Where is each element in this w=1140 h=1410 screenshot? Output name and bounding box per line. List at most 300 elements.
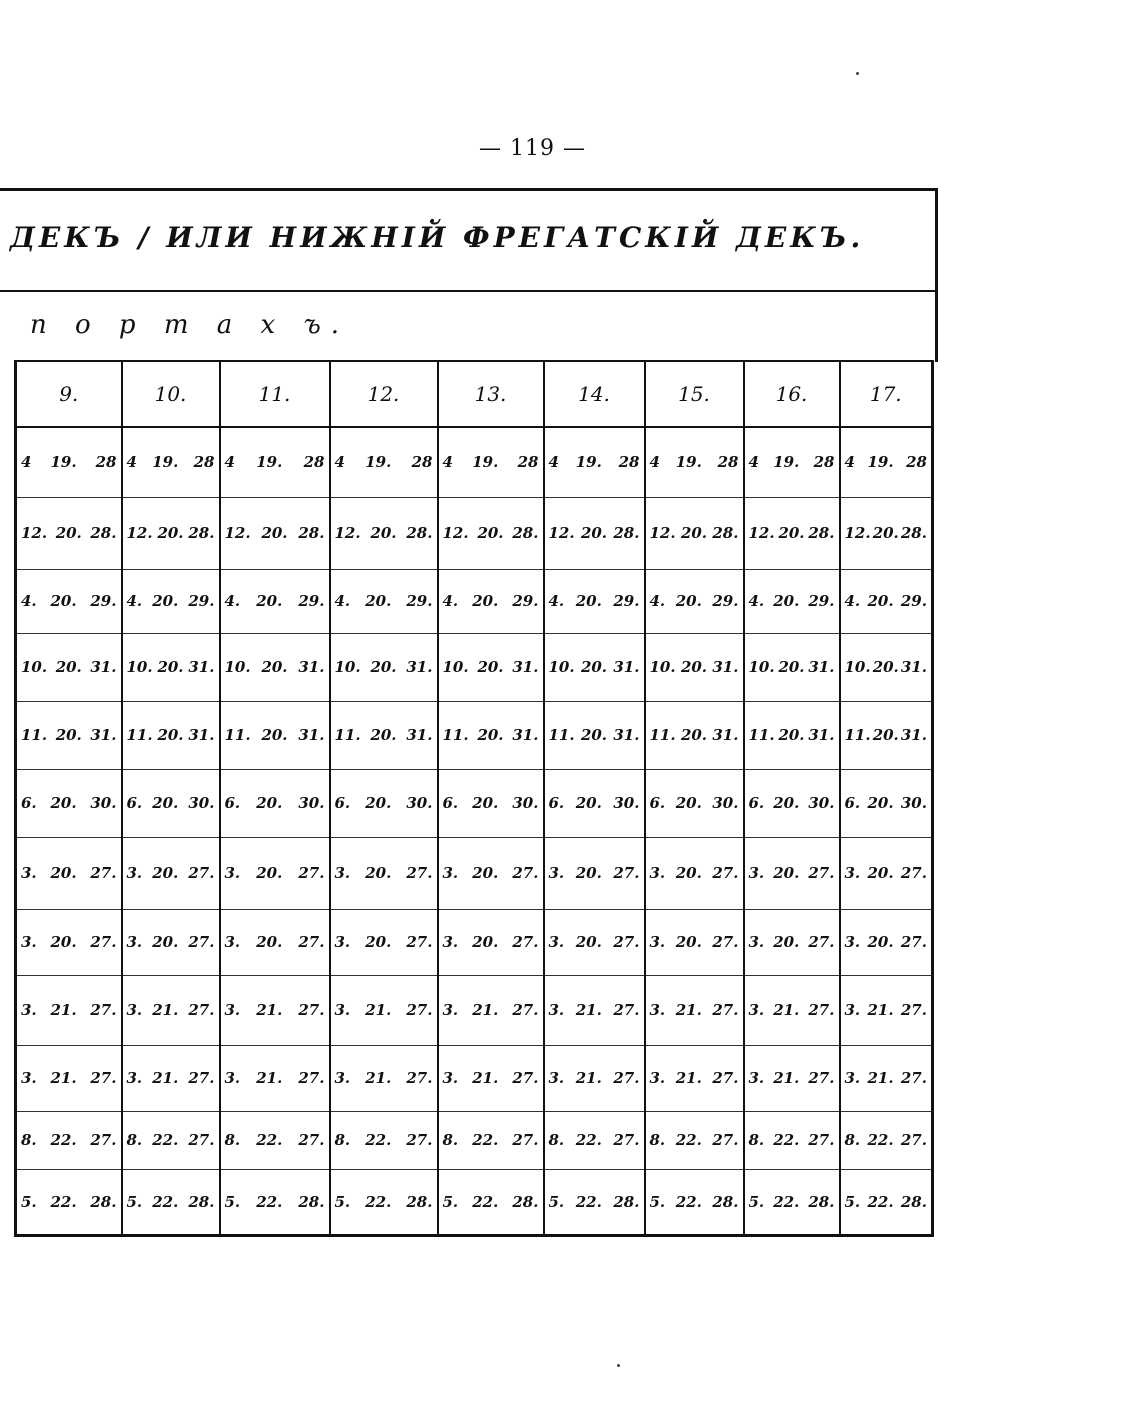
cell-value: 20. <box>675 933 702 951</box>
cell-value: 20. <box>575 592 602 610</box>
cell-value: 27. <box>613 1131 640 1149</box>
table-cell <box>330 837 438 909</box>
cell-value: 28. <box>512 524 539 542</box>
cell-value: 21. <box>773 1069 800 1087</box>
cell-value: 3. <box>224 1001 241 1019</box>
page-title: ДЕКЪ / ИЛИ НИЖНІЙ ФРЕГАТСКІЙ ДЕКЪ. <box>10 221 865 254</box>
table-cell <box>438 701 544 769</box>
table-cell <box>744 837 840 909</box>
table-cell <box>544 569 645 633</box>
cell-value: 20. <box>370 524 397 542</box>
table-cell <box>840 837 933 909</box>
cell-value: 30. <box>808 794 835 812</box>
table-cell <box>438 427 544 497</box>
table-cell <box>544 1111 645 1169</box>
table-cell <box>645 497 744 569</box>
cell-value: 10. <box>548 658 575 676</box>
cell-value: 6. <box>442 794 459 812</box>
table-cell <box>16 427 122 497</box>
cell-value: 28. <box>712 1192 739 1211</box>
table-cell <box>122 909 220 975</box>
cell-value: 28 <box>411 453 433 472</box>
cell-value: 6. <box>126 794 143 812</box>
cell-value: 22. <box>575 1131 602 1149</box>
cell-value: 20. <box>365 794 392 812</box>
cell-value: 27. <box>406 1069 433 1087</box>
cell-value: 21. <box>152 1069 179 1087</box>
cell-value: 4 <box>21 453 32 472</box>
table-cell <box>544 837 645 909</box>
table-cell <box>438 1111 544 1169</box>
cell-value: 20. <box>773 592 800 610</box>
column-header: 9. <box>16 361 122 427</box>
cell-value: 20. <box>256 592 283 610</box>
cell-value: 28. <box>188 1192 215 1211</box>
cell-value: 27. <box>712 933 739 951</box>
cell-value: 21. <box>472 1001 499 1019</box>
cell-value: 20. <box>680 658 708 676</box>
column-header: 16. <box>744 361 840 427</box>
cell-value: 21. <box>773 1001 800 1019</box>
table-cell <box>840 1169 933 1235</box>
cell-value: 3. <box>224 1069 241 1087</box>
cell-value: 10. <box>126 658 153 676</box>
table-cell <box>220 1111 330 1169</box>
table-cell <box>840 1111 933 1169</box>
cell-value: 3. <box>334 1001 351 1019</box>
cell-value: 19. <box>365 453 392 472</box>
table-cell <box>122 1111 220 1169</box>
cell-value: 27. <box>712 1001 739 1019</box>
cell-value: 10. <box>748 658 775 676</box>
cell-value: 19. <box>256 453 283 472</box>
cell-value: 3. <box>844 1001 861 1019</box>
cell-value: 20. <box>157 658 184 676</box>
cell-value: 30. <box>900 794 927 812</box>
cell-value: 8. <box>334 1131 351 1149</box>
cell-value: 27. <box>90 1069 117 1087</box>
cell-value: 20. <box>55 524 82 542</box>
cell-value: 22. <box>152 1131 179 1149</box>
cell-value: 21. <box>575 1069 602 1087</box>
cell-value: 27. <box>90 864 117 882</box>
cell-value: 3. <box>649 933 666 951</box>
cell-value: 3. <box>844 933 861 951</box>
cell-value: 28. <box>900 1192 927 1211</box>
cell-value: 11. <box>548 726 575 744</box>
cell-value: 28. <box>90 1192 117 1211</box>
table-cell <box>840 427 933 497</box>
cell-value: 4. <box>126 592 143 610</box>
cell-value: 21. <box>365 1001 392 1019</box>
cell-value: 4. <box>548 592 565 610</box>
table-cell <box>645 1045 744 1111</box>
cell-value: 10. <box>334 658 361 676</box>
cell-value: 11. <box>334 726 361 744</box>
cell-value: 29. <box>900 592 927 610</box>
cell-value: 28 <box>95 453 117 472</box>
table-cell <box>220 837 330 909</box>
cell-value: 3. <box>548 1001 565 1019</box>
table-row <box>16 427 933 497</box>
cell-value: 20. <box>55 658 82 676</box>
cell-value: 29. <box>90 592 117 610</box>
cell-value: 3. <box>442 864 459 882</box>
table-cell <box>122 837 220 909</box>
cell-value: 12. <box>334 524 361 542</box>
cell-value: 11. <box>844 726 871 744</box>
cell-value: 10. <box>844 658 871 676</box>
cell-value: 27. <box>808 1131 835 1149</box>
cell-value: 20. <box>261 658 288 676</box>
cell-value: 22. <box>867 1192 894 1211</box>
table-cell <box>220 427 330 497</box>
cell-value: 3. <box>21 1069 37 1087</box>
table-row <box>16 1169 933 1235</box>
cell-value: 20. <box>261 726 288 744</box>
cell-value: 4. <box>748 592 765 610</box>
table-cell <box>16 633 122 701</box>
cell-value: 3. <box>224 933 241 951</box>
table-cell <box>645 1111 744 1169</box>
cell-value: 12. <box>649 524 676 542</box>
cell-value: 20. <box>575 794 602 812</box>
cell-value: 20. <box>365 592 392 610</box>
cell-value: 4 <box>748 453 759 472</box>
subtitle-row <box>0 292 935 362</box>
cell-value: 30. <box>298 794 325 812</box>
cell-value: 29. <box>512 592 539 610</box>
cell-value: 27. <box>90 1131 117 1149</box>
cell-value: 31. <box>900 726 927 744</box>
cell-value: 28. <box>406 1192 433 1211</box>
table-cell <box>220 497 330 569</box>
cell-value: 20. <box>778 726 805 744</box>
cell-value: 8. <box>844 1131 861 1149</box>
cell-value: 3. <box>126 864 143 882</box>
table-cell <box>744 769 840 837</box>
cell-value: 20. <box>152 794 179 812</box>
cell-value: 22. <box>365 1192 392 1211</box>
cell-value: 27. <box>808 1001 835 1019</box>
cell-value: 27. <box>613 933 640 951</box>
cell-value: 20. <box>872 726 899 744</box>
table-cell <box>16 837 122 909</box>
cell-value: 27. <box>900 1131 927 1149</box>
table-row <box>16 1045 933 1111</box>
table-cell <box>840 909 933 975</box>
table-cell <box>744 1111 840 1169</box>
cell-value: 12. <box>748 524 775 542</box>
cell-value: 4. <box>442 592 459 610</box>
cell-value: 27. <box>512 933 539 951</box>
cell-value: 28 <box>193 453 215 472</box>
table-cell <box>330 569 438 633</box>
cell-value: 3. <box>748 1069 765 1087</box>
table-cell <box>438 769 544 837</box>
table-cell <box>840 569 933 633</box>
cell-value: 20. <box>575 864 602 882</box>
cell-value: 20. <box>477 726 504 744</box>
cell-value: 20. <box>477 524 504 542</box>
table-cell <box>645 569 744 633</box>
cell-value: 5. <box>126 1192 143 1211</box>
cell-value: 28 <box>813 453 835 472</box>
table-cell <box>122 427 220 497</box>
cell-value: 21. <box>575 1001 602 1019</box>
cell-value: 20. <box>472 933 499 951</box>
cell-value: 21. <box>867 1001 894 1019</box>
cell-value: 20. <box>50 592 77 610</box>
table-cell <box>330 1111 438 1169</box>
cell-value: 8. <box>748 1131 765 1149</box>
cell-value: 19. <box>675 453 702 472</box>
cell-value: 31. <box>712 726 739 744</box>
cell-value: 27. <box>188 864 215 882</box>
table-cell <box>16 975 122 1045</box>
cell-value: 20. <box>872 524 899 542</box>
cell-value: 20. <box>675 592 702 610</box>
cell-value: 27. <box>900 1069 927 1087</box>
table-cell <box>220 633 330 701</box>
table-cell <box>840 975 933 1045</box>
cell-value: 3. <box>21 933 37 951</box>
cell-value: 22. <box>472 1131 499 1149</box>
cell-value: 28. <box>613 1192 640 1211</box>
cell-value: 20. <box>365 864 392 882</box>
cell-value: 27. <box>298 1001 325 1019</box>
cell-value: 21. <box>365 1069 392 1087</box>
table-row <box>16 633 933 701</box>
cell-value: 27. <box>712 1069 739 1087</box>
cell-value: 30. <box>712 794 739 812</box>
cell-value: 5. <box>334 1192 351 1211</box>
cell-value: 21. <box>472 1069 499 1087</box>
cell-value: 27. <box>512 864 539 882</box>
cell-value: 22. <box>472 1192 499 1211</box>
cell-value: 31. <box>188 726 215 744</box>
cell-value: 20. <box>50 794 77 812</box>
cell-value: 20. <box>472 592 499 610</box>
cell-value: 22. <box>256 1192 283 1211</box>
cell-value: 4 <box>442 453 453 472</box>
cell-value: 3. <box>334 864 351 882</box>
cell-value: 20. <box>867 592 894 610</box>
table-cell <box>220 569 330 633</box>
cell-value: 28. <box>90 524 117 542</box>
cell-value: 22. <box>773 1131 800 1149</box>
cell-value: 28 <box>517 453 539 472</box>
cell-value: 6. <box>21 794 37 812</box>
table-cell <box>220 1045 330 1111</box>
cell-value: 20. <box>55 726 82 744</box>
cell-value: 30. <box>188 794 215 812</box>
cell-value: 3. <box>748 864 765 882</box>
cell-value: 20. <box>575 933 602 951</box>
page-subtitle: п о р т а х ъ. <box>30 310 350 340</box>
table-cell <box>16 569 122 633</box>
cell-value: 4 <box>224 453 235 472</box>
cell-value: 20. <box>50 933 77 951</box>
table-cell <box>840 497 933 569</box>
column-header: 14. <box>544 361 645 427</box>
cell-value: 20. <box>472 794 499 812</box>
cell-value: 20. <box>773 864 800 882</box>
table-cell <box>122 769 220 837</box>
cell-value: 20. <box>773 794 800 812</box>
cell-value: 20. <box>867 794 894 812</box>
table-cell <box>330 701 438 769</box>
cell-value: 6. <box>844 794 861 812</box>
cell-value: 20. <box>152 933 179 951</box>
table-cell <box>330 909 438 975</box>
cell-value: 3. <box>442 933 459 951</box>
table-cell <box>438 633 544 701</box>
cell-value: 27. <box>900 864 927 882</box>
cell-value: 20. <box>157 524 184 542</box>
table-cell <box>544 1169 645 1235</box>
cell-value: 20. <box>477 658 504 676</box>
cell-value: 3. <box>21 864 37 882</box>
cell-value: 8. <box>224 1131 241 1149</box>
cell-value: 12. <box>548 524 575 542</box>
table-cell <box>438 569 544 633</box>
cell-value: 27. <box>298 864 325 882</box>
cell-value: 31. <box>808 726 835 744</box>
cell-value: 28 <box>303 453 325 472</box>
cell-value: 28. <box>808 1192 835 1211</box>
table-cell <box>544 1045 645 1111</box>
table-cell <box>220 701 330 769</box>
table-row <box>16 975 933 1045</box>
cell-value: 4. <box>224 592 241 610</box>
cell-value: 19. <box>773 453 800 472</box>
cell-value: 21. <box>152 1001 179 1019</box>
cell-value: 27. <box>406 864 433 882</box>
cell-value: 11. <box>224 726 251 744</box>
cell-value: 21. <box>256 1001 283 1019</box>
cell-value: 21. <box>50 1001 77 1019</box>
cell-value: 6. <box>548 794 565 812</box>
column-header: 12. <box>330 361 438 427</box>
table-cell <box>330 769 438 837</box>
cell-value: 30. <box>406 794 433 812</box>
cell-value: 31. <box>90 658 117 676</box>
column-header: 11. <box>220 361 330 427</box>
table-cell <box>544 701 645 769</box>
table-cell <box>330 1045 438 1111</box>
table-cell <box>744 569 840 633</box>
cell-value: 27. <box>900 1001 927 1019</box>
cell-value: 5. <box>548 1192 565 1211</box>
cell-value: 22. <box>50 1192 77 1211</box>
cell-value: 5. <box>649 1192 666 1211</box>
page-number: — 119 — <box>479 136 586 161</box>
table-cell <box>330 1169 438 1235</box>
cell-value: 3. <box>548 933 565 951</box>
table-row <box>16 1111 933 1169</box>
cell-value: 4 <box>548 453 559 472</box>
cell-value: 3. <box>748 1001 765 1019</box>
cell-value: 30. <box>613 794 640 812</box>
cell-value: 28. <box>613 524 640 542</box>
table-cell <box>122 1045 220 1111</box>
cell-value: 3. <box>334 1069 351 1087</box>
cell-value: 3. <box>844 864 861 882</box>
cell-value: 30. <box>90 794 117 812</box>
cell-value: 28 <box>618 453 640 472</box>
cell-value: 19. <box>472 453 499 472</box>
cell-value: 19. <box>867 453 894 472</box>
cell-value: 31. <box>406 726 433 744</box>
cell-value: 11. <box>21 726 48 744</box>
cell-value: 8. <box>126 1131 143 1149</box>
cell-value: 27. <box>808 933 835 951</box>
cell-value: 4 <box>126 453 137 472</box>
column-header: 10. <box>122 361 220 427</box>
cell-value: 20. <box>152 592 179 610</box>
cell-value: 27. <box>613 1001 640 1019</box>
cell-value: 22. <box>256 1131 283 1149</box>
cell-value: 27. <box>613 1069 640 1087</box>
cell-value: 27. <box>90 933 117 951</box>
table-cell <box>220 975 330 1045</box>
cell-value: 27. <box>188 933 215 951</box>
table-cell <box>330 975 438 1045</box>
cell-value: 3. <box>844 1069 861 1087</box>
table-cell <box>744 909 840 975</box>
cell-value: 27. <box>808 864 835 882</box>
cell-value: 22. <box>675 1192 702 1211</box>
table-cell <box>744 701 840 769</box>
table-row <box>16 497 933 569</box>
cell-value: 12. <box>21 524 48 542</box>
cell-value: 3. <box>126 1069 143 1087</box>
cell-value: 29. <box>808 592 835 610</box>
cell-value: 27. <box>712 1131 739 1149</box>
table-cell <box>122 975 220 1045</box>
cell-value: 12. <box>224 524 251 542</box>
column-header: 13. <box>438 361 544 427</box>
cell-value: 12. <box>442 524 469 542</box>
cell-value: 27. <box>90 1001 117 1019</box>
cell-value: 3. <box>334 933 351 951</box>
cell-value: 20. <box>675 794 702 812</box>
cell-value: 22. <box>575 1192 602 1211</box>
cell-value: 19. <box>575 453 602 472</box>
cell-value: 20. <box>261 524 288 542</box>
cell-value: 20. <box>778 524 805 542</box>
cell-value: 3. <box>442 1069 459 1087</box>
cell-value: 30. <box>512 794 539 812</box>
cell-value: 20. <box>50 864 77 882</box>
cell-value: 4. <box>844 592 861 610</box>
cell-value: 6. <box>748 794 765 812</box>
cell-value: 31. <box>90 726 117 744</box>
cell-value: 4 <box>649 453 660 472</box>
cell-value: 20. <box>256 794 283 812</box>
cell-value: 11. <box>748 726 775 744</box>
cell-value: 31. <box>406 658 433 676</box>
table-cell <box>544 427 645 497</box>
table-cell <box>544 975 645 1045</box>
cell-value: 21. <box>867 1069 894 1087</box>
cell-value: 21. <box>675 1001 702 1019</box>
cell-value: 22. <box>365 1131 392 1149</box>
cell-value: 22. <box>50 1131 77 1149</box>
table-cell <box>330 427 438 497</box>
cell-value: 21. <box>256 1069 283 1087</box>
